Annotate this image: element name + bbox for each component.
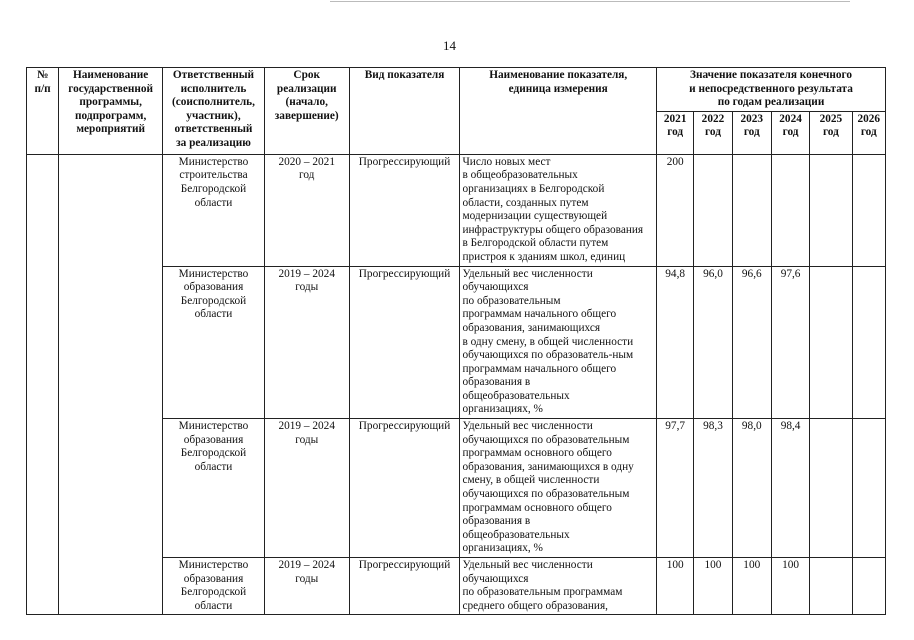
cell-value-2025 <box>810 266 852 419</box>
header-year-2023: 2023 год <box>732 111 771 154</box>
cell-value-2021: 100 <box>657 558 694 615</box>
cell-value-2021: 200 <box>657 154 694 266</box>
header-year-2024: 2024 год <box>771 111 809 154</box>
header-program-name: Наименование государственной программы, подпрограмм, мероприятий <box>59 68 163 155</box>
cell-value-2021: 94,8 <box>657 266 694 419</box>
header-year-2025: 2025 год <box>810 111 852 154</box>
header-executor: Ответственный исполнитель (соисполнитель, участник), ответственный за реализацию <box>163 68 265 155</box>
scan-artifact-line <box>330 1 850 2</box>
cell-executor: Министерство образования Белгородской области <box>163 558 265 615</box>
cell-indicator-type: Прогрессирующий <box>349 266 460 419</box>
cell-executor: Министерство строительства Белгородской области <box>163 154 265 266</box>
cell-value-2023: 100 <box>732 558 771 615</box>
cell-value-2026 <box>852 154 885 266</box>
cell-value-2021: 97,7 <box>657 419 694 558</box>
header-indicator-name: Наименование показателя, единица измерения <box>460 68 657 155</box>
header-year-2026: 2026 год <box>852 111 885 154</box>
cell-value-2022: 96,0 <box>694 266 732 419</box>
header-year-2021: 2021 год <box>657 111 694 154</box>
cell-indicator-name: Удельный вес численности обучающихся по образовательным программам среднего общего образования, <box>460 558 657 615</box>
indicator-table <box>26 67 886 615</box>
cell-value-2024: 100 <box>771 558 809 615</box>
cell-no <box>27 154 59 615</box>
cell-term: 2020 – 2021 год <box>264 154 349 266</box>
cell-indicator-name: Удельный вес численности обучающихся по образовательным программам основного общего образования, занимающихся в одну смену, в общей численности обучающихся по образовательным программам основного общего образования в общеобразовательных организациях, % <box>460 419 657 558</box>
cell-indicator-type: Прогрессирующий <box>349 419 460 558</box>
cell-program-name <box>59 154 163 615</box>
header-values: Значение показателя конечного и непосредственного результата по годам реализации <box>657 68 886 112</box>
header-year-2022: 2022 год <box>694 111 732 154</box>
cell-term: 2019 – 2024 годы <box>264 419 349 558</box>
header-term: Срок реализации (начало, завершение) <box>264 68 349 155</box>
cell-value-2024: 98,4 <box>771 419 809 558</box>
cell-value-2022: 98,3 <box>694 419 732 558</box>
cell-value-2022 <box>694 154 732 266</box>
cell-value-2023 <box>732 154 771 266</box>
cell-executor: Министерство образования Белгородской области <box>163 266 265 419</box>
cell-indicator-name: Удельный вес численности обучающихся по образовательным программам начального общего образования, занимающихся в одну смену, в общей численности обучающихся по образователь-ным программам начального общего образования в общеобразовательных организациях, % <box>460 266 657 419</box>
cell-indicator-name: Число новых мест в общеобразовательных организациях в Белгородской области, созданных путем модернизации существующей инфраструктуры общего образования в Белгородской области путем пристроя к зданиям школ, единиц <box>460 154 657 266</box>
cell-value-2023: 96,6 <box>732 266 771 419</box>
header-indicator-type: Вид показателя <box>349 68 460 155</box>
cell-indicator-type: Прогрессирующий <box>349 154 460 266</box>
cell-value-2025 <box>810 154 852 266</box>
cell-value-2025 <box>810 419 852 558</box>
cell-term: 2019 – 2024 годы <box>264 558 349 615</box>
table-row <box>27 154 886 266</box>
cell-term: 2019 – 2024 годы <box>264 266 349 419</box>
cell-value-2026 <box>852 266 885 419</box>
header-no: № п/п <box>27 68 59 155</box>
cell-value-2026 <box>852 558 885 615</box>
cell-value-2026 <box>852 419 885 558</box>
cell-value-2022: 100 <box>694 558 732 615</box>
cell-indicator-type: Прогрессирующий <box>349 558 460 615</box>
cell-value-2023: 98,0 <box>732 419 771 558</box>
table-header-row <box>27 68 886 112</box>
cell-value-2025 <box>810 558 852 615</box>
cell-executor: Министерство образования Белгородской области <box>163 419 265 558</box>
cell-value-2024: 97,6 <box>771 266 809 419</box>
page-number: 14 <box>443 38 456 53</box>
cell-value-2024 <box>771 154 809 266</box>
